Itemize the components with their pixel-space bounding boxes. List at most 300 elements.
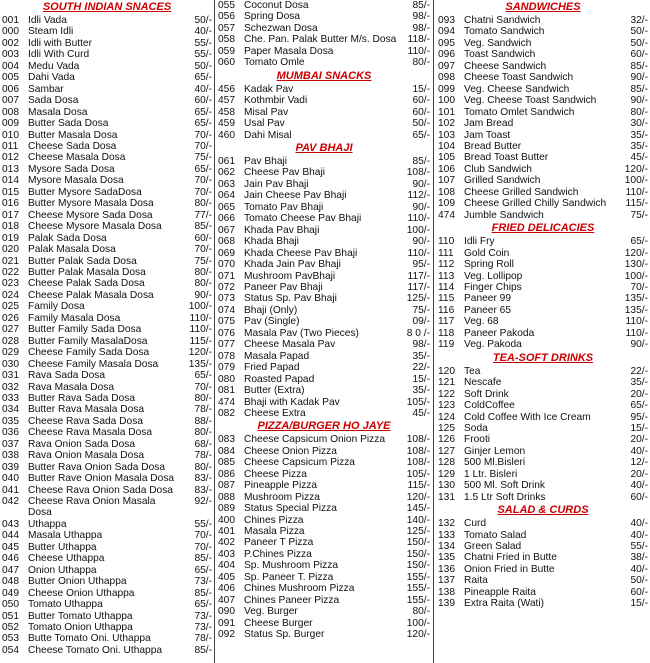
menu-item-row <box>218 167 430 178</box>
item-name: Rava Onion Masala Dosa <box>28 450 145 462</box>
menu-item-row <box>438 389 648 400</box>
item-code: 460 <box>218 129 235 141</box>
menu-item-row <box>438 210 648 221</box>
item-code: 061 <box>218 155 235 167</box>
item-price: 75/- <box>194 255 212 267</box>
item-price: 65/- <box>412 129 430 141</box>
item-name: Tomato Onion Uthappa <box>28 622 133 634</box>
item-price: 50/- <box>630 37 648 49</box>
menu-item-row <box>438 49 648 60</box>
item-code: 049 <box>2 587 19 599</box>
item-code: 406 <box>218 583 235 595</box>
menu-item-row <box>2 313 212 324</box>
item-code: 117 <box>438 316 455 328</box>
item-price: 70/- <box>194 140 212 152</box>
item-code: 009 <box>2 118 19 130</box>
item-price: 70/- <box>194 530 212 542</box>
item-price: 70/- <box>194 541 212 553</box>
item-code: 101 <box>438 106 455 118</box>
item-price: 60/- <box>630 49 648 61</box>
menu-item-row <box>2 301 212 312</box>
item-price: 100/- <box>406 617 430 629</box>
item-code: 077 <box>218 339 235 351</box>
item-code: 459 <box>218 118 235 130</box>
menu-item-row <box>2 233 212 244</box>
item-name: Butter Rava Sada Dosa <box>28 392 136 404</box>
item-price: 60/- <box>630 491 648 503</box>
item-name: Khada Jain Pav Bhaji <box>244 259 341 271</box>
item-price: 135/- <box>624 293 648 305</box>
menu-item-row <box>2 611 212 622</box>
item-price: 40/- <box>194 26 212 38</box>
menu-item-row <box>438 72 648 83</box>
item-name: 1 Ltr. Bisleri <box>464 468 518 480</box>
item-code: 017 <box>2 209 19 221</box>
item-code: 063 <box>218 178 235 190</box>
item-price: 80/- <box>194 392 212 404</box>
item-name: Nescafe <box>464 377 502 389</box>
menu-item-row <box>2 565 212 576</box>
menu-item-row <box>2 347 212 358</box>
item-code: 026 <box>2 312 19 324</box>
item-name: Butter Tomato Uthappa <box>28 610 133 622</box>
item-name: Butter Rave Onion Masala Dosa <box>28 473 175 485</box>
item-price: 90/- <box>630 95 648 107</box>
item-price: 65/- <box>630 400 648 412</box>
menu-item-row <box>218 469 430 480</box>
item-price: 80/- <box>412 606 430 618</box>
menu-item-row <box>218 537 430 548</box>
item-code: 005 <box>2 72 19 84</box>
item-code: 008 <box>2 106 19 118</box>
item-price: 145/- <box>406 503 430 515</box>
item-price: 112/- <box>407 190 430 202</box>
item-price: 65/- <box>194 163 212 175</box>
item-price: 70/- <box>630 281 648 293</box>
section-title-south-indian-snaces: SOUTH INDIAN SNACES <box>42 1 172 13</box>
item-code: 041 <box>2 484 19 496</box>
item-price: 108/- <box>406 457 430 469</box>
item-name: Veg. Lollipop <box>464 270 523 282</box>
item-code: 080 <box>218 373 235 385</box>
item-price: 40/- <box>630 445 648 457</box>
item-code: 099 <box>438 83 455 95</box>
menu-item-row <box>2 645 212 656</box>
item-price: 35/- <box>630 377 648 389</box>
item-code: 136 <box>438 563 455 575</box>
item-price: 85/- <box>194 553 212 565</box>
item-price: 83/- <box>194 484 212 496</box>
item-code: 126 <box>438 434 455 446</box>
menu-item-row <box>218 293 430 304</box>
item-price: 65/- <box>194 564 212 576</box>
item-price: 90/- <box>412 236 430 248</box>
menu-item-row <box>438 400 648 411</box>
item-price: 70/- <box>194 244 212 256</box>
item-name: Veg. Cheese Toast Sandwich <box>464 95 597 107</box>
item-code: 035 <box>2 415 19 427</box>
item-code: 403 <box>218 548 235 560</box>
item-name: 500 Ml. Soft Drink <box>464 480 545 492</box>
menu-item-row <box>438 282 648 293</box>
item-code: 057 <box>218 22 235 34</box>
item-code: 407 <box>218 594 235 606</box>
item-name: Schezwan Dosa <box>244 22 318 34</box>
item-name: Family Masala Dosa <box>28 312 121 324</box>
item-name: Cheese Capsicum Onion Pizza <box>244 434 385 446</box>
item-name: Butter Palak Masala Dosa <box>28 266 146 278</box>
item-name: Green Salad <box>464 541 522 553</box>
item-code: 013 <box>2 163 19 175</box>
item-name: Jumble Sandwich <box>464 209 544 221</box>
menu-item-row <box>2 404 212 415</box>
menu-item-row <box>2 107 212 118</box>
item-name: Curd <box>464 518 487 530</box>
item-code: 054 <box>2 644 19 656</box>
item-price: 77/- <box>194 209 212 221</box>
menu-item-row <box>2 576 212 587</box>
item-code: 405 <box>218 571 235 583</box>
item-price: 120/- <box>624 247 648 259</box>
item-name: Cheese Uthappa <box>28 553 105 565</box>
menu-item-row <box>218 107 430 118</box>
item-name: Butter Palak Sada Dosa <box>28 255 137 267</box>
item-price: 95/- <box>412 259 430 271</box>
menu-item-row <box>438 293 648 304</box>
item-code: 032 <box>2 381 19 393</box>
item-code: 083 <box>218 434 235 446</box>
menu-item-row <box>2 141 212 152</box>
item-name: Mysore Masala Dosa <box>28 175 124 187</box>
item-code: 046 <box>2 553 19 565</box>
menu-item-row <box>438 377 648 388</box>
menu-item-row <box>218 130 430 141</box>
menu-item-row <box>438 236 648 247</box>
item-price: 50/- <box>194 15 212 26</box>
item-name: Mushroom PavBhaji <box>244 270 336 282</box>
menu-column-3 <box>438 0 648 663</box>
item-name: Cheese Toast Sandwich <box>464 72 574 84</box>
item-price: 73/- <box>194 576 212 588</box>
item-name: Palak Masala Dosa <box>28 244 116 256</box>
menu-item-row <box>218 305 430 316</box>
item-code: 034 <box>2 404 19 416</box>
item-code: 022 <box>2 266 19 278</box>
item-price: 90/- <box>630 72 648 84</box>
item-code: 053 <box>2 633 19 645</box>
item-code: 091 <box>218 617 235 629</box>
item-name: Mysore Sada Dosa <box>28 163 115 175</box>
item-name: Jam Bread <box>464 118 514 130</box>
item-price: 95/- <box>630 411 648 423</box>
item-name: Kadak Pav <box>244 83 294 95</box>
item-name: Raita <box>464 575 488 587</box>
menu-item-row <box>218 213 430 224</box>
menu-item-row <box>438 423 648 434</box>
item-code: 079 <box>218 362 235 374</box>
item-name: Bhaji with Kadak Pav <box>244 396 340 408</box>
menu-item-row <box>2 130 212 141</box>
item-price: 78/- <box>194 450 212 462</box>
item-price: 115/- <box>625 198 648 210</box>
menu-item-row <box>2 278 212 289</box>
item-name: Cheese Mysore Sada Dosa <box>28 209 153 221</box>
item-name: Palak Sada Dosa <box>28 232 107 244</box>
item-code: 123 <box>438 400 455 412</box>
item-name: Butter Mysore SadaDosa <box>28 186 142 198</box>
item-price: 35/- <box>412 350 430 362</box>
item-name: Butter Uthappa <box>28 541 97 553</box>
menu-item-row <box>438 61 648 72</box>
item-price: 35/- <box>630 129 648 141</box>
menu-item-row <box>218 271 430 282</box>
item-price: 88/- <box>194 415 212 427</box>
menu-item-row <box>438 84 648 95</box>
item-name: Coconut Dosa <box>244 0 309 11</box>
item-code: 105 <box>438 152 455 164</box>
item-name: Tomato Uthappa <box>28 599 103 611</box>
item-code: 458 <box>218 106 235 118</box>
item-name: Steam Idli <box>28 26 74 38</box>
item-price: 40/- <box>630 480 648 492</box>
item-name: Cheese Pav Bhaji <box>244 167 325 179</box>
item-code: 113 <box>438 270 455 282</box>
item-code: 402 <box>218 537 235 549</box>
item-price: 110/- <box>189 312 212 324</box>
menu-item-row <box>218 618 430 629</box>
menu-item-row <box>2 175 212 186</box>
section-title-mumbai-snacks: MUMBAI SNACKS <box>276 69 372 82</box>
menu-item-row <box>438 118 648 129</box>
item-price: 90/- <box>412 201 430 213</box>
item-code: 056 <box>218 11 235 23</box>
menu-item-row <box>438 15 648 26</box>
menu-item-row <box>218 385 430 396</box>
item-name: Idli with Butter <box>28 37 92 49</box>
menu-item-row <box>218 156 430 167</box>
item-price: 55/- <box>194 37 212 49</box>
item-price: 108/- <box>406 167 430 179</box>
item-price: 15/- <box>412 373 430 385</box>
section-title-fried-delicacies: FRIED DELICACIES <box>491 222 595 235</box>
menu-item-row <box>218 84 430 95</box>
item-price: 20/- <box>630 388 648 400</box>
menu-item-row <box>2 622 212 633</box>
menu-item-row <box>218 11 430 22</box>
menu-item-row <box>438 518 648 529</box>
menu-item-row <box>2 164 212 175</box>
item-price: 60/- <box>194 95 212 107</box>
item-price: 22/- <box>412 362 430 374</box>
item-price: 150/- <box>406 548 430 560</box>
item-code: 111 <box>438 247 454 259</box>
menu-item-row <box>438 107 648 118</box>
menu-column-2 <box>218 0 430 663</box>
menu-item-row <box>218 0 430 11</box>
item-name: Cheese Extra <box>244 407 306 419</box>
item-name: Ginjer Lemon <box>464 445 526 457</box>
item-code: 033 <box>2 392 19 404</box>
item-name: Veg. 68 <box>464 316 499 328</box>
item-price: 117/- <box>407 270 430 282</box>
item-name: Pav Bhaji <box>244 155 288 167</box>
item-name: Butter Family Sada Dosa <box>28 324 142 336</box>
item-name: Soft Drink <box>464 388 509 400</box>
item-code: 082 <box>218 407 235 419</box>
item-code: 074 <box>218 304 235 316</box>
item-name: Spring Roll <box>464 259 514 271</box>
item-name: Spring Dosa <box>244 11 301 23</box>
item-code: 076 <box>218 327 235 339</box>
menu-item-row <box>438 552 648 563</box>
menu-item-row <box>438 26 648 37</box>
item-name: Sada Dosa <box>28 95 79 107</box>
menu-item-row <box>2 187 212 198</box>
item-code: 084 <box>218 445 235 457</box>
item-name: Status Special Pizza <box>244 503 337 515</box>
item-price: 100/- <box>406 224 430 236</box>
item-code: 085 <box>218 457 235 469</box>
item-price: 85/- <box>630 60 648 72</box>
item-name: Cheese Capsicum Pizza <box>244 457 355 469</box>
item-name: Onion Uthappa <box>28 564 97 576</box>
menu-item-row <box>2 382 212 393</box>
item-price: 80/- <box>412 57 430 69</box>
item-name: Bread Toast Butter <box>464 152 549 164</box>
item-price: 110/- <box>625 186 648 198</box>
item-price: 110/- <box>625 327 648 339</box>
item-code: 024 <box>2 289 19 301</box>
item-code: 059 <box>218 45 235 57</box>
item-code: 031 <box>2 370 19 382</box>
item-name: Butter Onion Uthappa <box>28 576 127 588</box>
menu-item-row <box>218 259 430 270</box>
column-divider <box>433 0 434 663</box>
menu-item-row <box>2 553 212 564</box>
item-name: Butter Family MasalaDosa <box>28 335 148 347</box>
item-code: 018 <box>2 221 19 233</box>
menu-item-row <box>2 599 212 610</box>
item-code: 133 <box>438 529 455 541</box>
item-price: 8 0 /- <box>406 327 430 339</box>
item-name: Veg. Sandwich <box>464 37 532 49</box>
item-name: Masala Dosa <box>28 106 88 118</box>
item-name: Cheese Grilled Sandwich <box>464 186 579 198</box>
item-name: Cheese Burger <box>244 617 313 629</box>
item-name: Tomato Omle <box>244 57 305 69</box>
item-name: Cheese Tomato Oni. Uthappa <box>28 644 163 656</box>
item-name: Finger Chips <box>464 281 522 293</box>
menu-item-row <box>2 152 212 163</box>
section-title-pizza-burger-ho-jaye: PIZZA/BURGER HO JAYE <box>257 420 391 433</box>
item-code: 048 <box>2 576 19 588</box>
item-name: Tomato Salad <box>464 529 527 541</box>
item-name: Sp. Mushroom Pizza <box>244 560 338 572</box>
item-code: 007 <box>2 95 19 107</box>
item-price: 98/- <box>412 11 430 23</box>
menu-item-row <box>218 560 430 571</box>
item-price: 65/- <box>194 370 212 382</box>
menu-item-row <box>218 492 430 503</box>
item-code: 078 <box>218 350 235 362</box>
menu-item-row <box>438 469 648 480</box>
item-name: Chatni Sandwich <box>464 15 541 26</box>
item-name: Cheese Mysore Masala Dosa <box>28 221 162 233</box>
item-code: 106 <box>438 163 455 175</box>
item-price: 60/- <box>194 232 212 244</box>
item-code: 060 <box>218 57 235 69</box>
section-title-salad-curds: SALAD & CURDS <box>497 504 589 517</box>
item-price: 100/- <box>188 301 212 313</box>
menu-item-row <box>2 370 212 381</box>
menu-item-row <box>218 46 430 57</box>
item-code: 090 <box>218 606 235 618</box>
item-price: 40/- <box>630 518 648 530</box>
item-name: Cheese Family Sada Dosa <box>28 347 150 359</box>
item-name: Khada Pav Bhaji <box>244 224 320 236</box>
item-price: 60/- <box>630 586 648 598</box>
item-price: 45/- <box>630 152 648 164</box>
item-code: 030 <box>2 358 19 370</box>
item-name: Jam Toast <box>464 129 511 141</box>
item-price: 45/- <box>412 407 430 419</box>
item-code: 474 <box>438 209 455 221</box>
menu-item-row <box>2 450 212 461</box>
menu-item-row <box>218 480 430 491</box>
menu-item-row <box>438 95 648 106</box>
item-name: Chines Mushroom Pizza <box>244 583 355 595</box>
item-code: 020 <box>2 244 19 256</box>
menu-item-row <box>438 587 648 598</box>
item-price: 75/- <box>194 152 212 164</box>
item-price: 78/- <box>194 404 212 416</box>
item-name: Cheese Palak Masala Dosa <box>28 289 154 301</box>
item-price: 100/- <box>624 175 648 187</box>
item-code: 132 <box>438 518 455 530</box>
item-name: Family Dosa <box>28 301 85 313</box>
menu-item-row <box>218 572 430 583</box>
menu-item-row <box>438 434 648 445</box>
item-code: 115 <box>438 293 455 305</box>
item-name: Pav (Single) <box>244 316 300 328</box>
item-code: 086 <box>218 468 235 480</box>
item-name: Butter Rava Masala Dosa <box>28 404 145 416</box>
menu-item-row <box>438 316 648 327</box>
item-code: 081 <box>218 385 235 397</box>
item-price: 110/- <box>407 45 430 57</box>
item-name: Cheese Rava Masala Dosa <box>28 427 153 439</box>
item-code: 400 <box>218 514 235 526</box>
item-price: 50/- <box>194 60 212 72</box>
item-name: Usal Pav <box>244 118 285 130</box>
item-price: 50/- <box>630 575 648 587</box>
item-code: 058 <box>218 34 235 46</box>
item-price: 110/- <box>189 324 212 336</box>
item-name: Idli Fry <box>464 236 495 248</box>
menu-item-row <box>2 519 212 530</box>
item-code: 004 <box>2 60 19 72</box>
item-name: Veg. Cheese Sandwich <box>464 83 570 95</box>
item-name: Paneer Pav Bhaji <box>244 281 323 293</box>
item-name: Butter Sada Dosa <box>28 118 109 130</box>
menu-item-row <box>2 393 212 404</box>
menu-item-row <box>438 457 648 468</box>
menu-item-row <box>2 588 212 599</box>
item-price: 75/- <box>630 209 648 221</box>
item-name: Bhaji (Only) <box>244 304 298 316</box>
item-code: 138 <box>438 586 455 598</box>
item-name: Onion Fried in Butte <box>464 563 555 575</box>
